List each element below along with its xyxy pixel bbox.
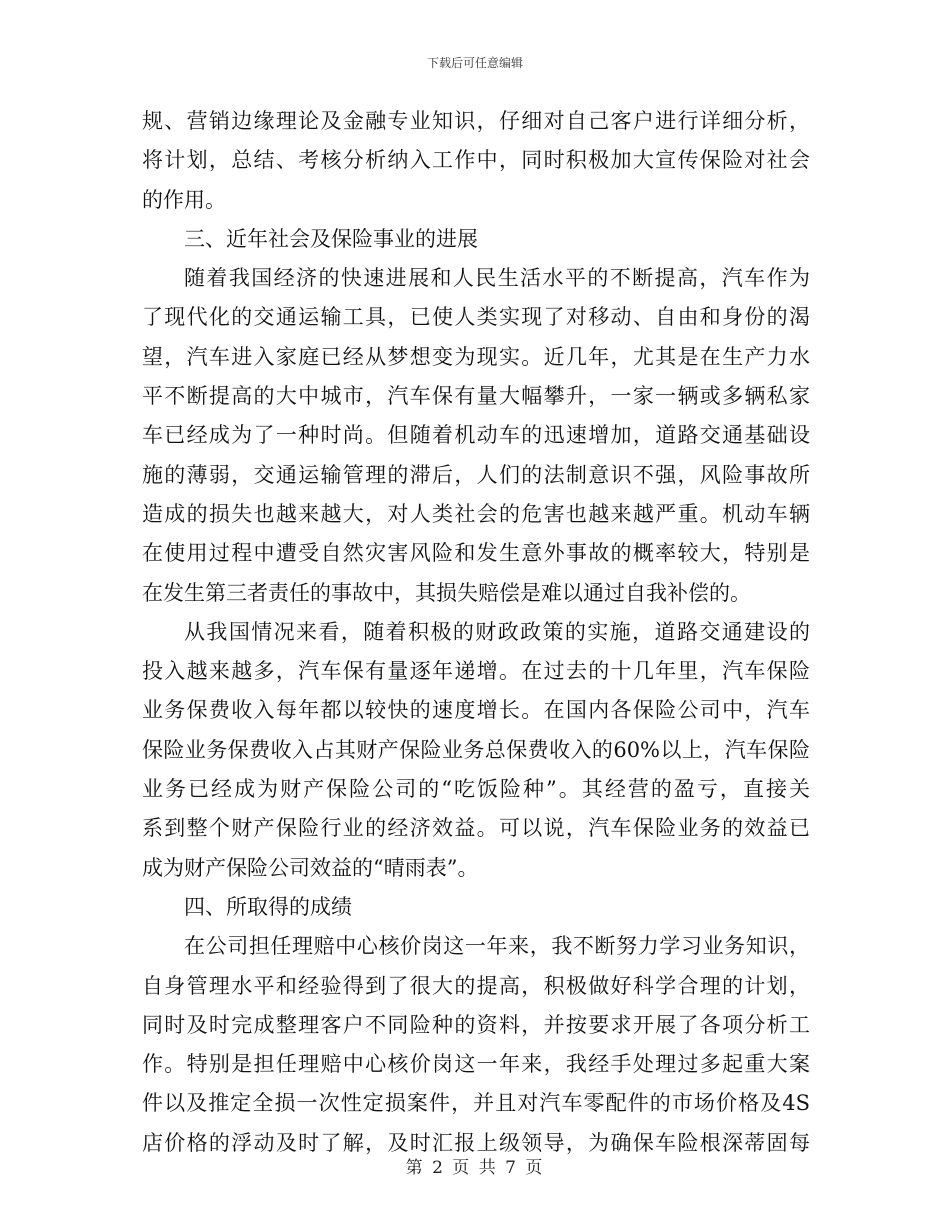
text-line: 规、营销边缘理论及金融专业知识，仔细对自己客户进行详细分析， [142, 109, 810, 133]
text-line: 业务保费收入每年都以较快的速度增长。在国内各保险公司中，汽车 [142, 698, 810, 723]
text-line: 同时及时完成整理客户不同险种的资料，并按要求开展了各项分析工 [142, 1012, 810, 1037]
text-line: 自身管理水平和经验得到了很大的提高，积极做好科学合理的计划， [142, 973, 810, 998]
text-line: 了现代化的交通运输工具，已使人类实现了对移动、自由和身份的渴 [142, 305, 810, 330]
section-heading: 三、近年社会及保险事业的进展 [184, 226, 478, 251]
page-footer: 第 2 页 共 7 页 [405, 1158, 545, 1178]
text-line: 的作用。 [142, 187, 226, 212]
text-line: 车已经成为了一种时尚。但随着机动车的迅速增加，道路交通基础设 [142, 423, 810, 448]
text-line: 业务已经成为财产保险公司的“吃饭险种”。其经营的盈亏，直接关 [142, 777, 810, 802]
section-heading: 四、所取得的成绩 [184, 894, 352, 919]
text-line: 保险业务保费收入占其财产保险业务总保费收入的60%以上，汽车保险 [142, 737, 810, 762]
text-line: 投入越来越多，汽车保有量逐年递增。在过去的十几年里，汽车保险 [142, 659, 810, 684]
text-line: 在公司担任理赔中心核价岗这一年来，我不断努力学习业务知识， [184, 934, 810, 959]
text-line: 望，汽车进入家庭已经从梦想变为现实。近几年，尤其是在生产力水 [142, 344, 810, 369]
text-line: 店价格的浮动及时了解，及时汇报上级领导，为确保车险根深蒂固每 [142, 1130, 810, 1155]
text-line: 平不断提高的大中城市，汽车保有量大幅攀升，一家一辆或多辆私家 [142, 384, 810, 409]
text-line: 随着我国经济的快速进展和人民生活水平的不断提高，汽车作为 [184, 266, 810, 291]
text-line: 系到整个财产保险行业的经济效益。可以说，汽车保险业务的效益已 [142, 816, 810, 841]
text-line: 从我国情况来看，随着积极的财政政策的实施，道路交通建设的 [184, 619, 810, 644]
text-line: 施的薄弱，交通运输管理的滞后，人们的法制意识不强，风险事故所 [142, 462, 810, 487]
text-line: 成为财产保险公司效益的“晴雨表”。 [142, 855, 479, 880]
text-line: 造成的损失也越来越大，对人类社会的危害也越来越严重。机动车辆 [142, 501, 810, 526]
text-line: 件以及推定全损一次性定损案件，并且对汽车零配件的市场价格及4S [142, 1091, 810, 1116]
text-line: 将计划，总结、考核分析纳入工作中，同时积极加大宣传保险对社会 [142, 148, 810, 173]
text-line: 在发生第三者责任的事故中，其损失赔偿是难以通过自我补偿的。 [142, 580, 751, 605]
text-line: 在使用过程中遭受自然灾害风险和发生意外事故的概率较大，特别是 [142, 541, 810, 566]
text-line: 作。特别是担任理赔中心核价岗这一年来，我经手处理过多起重大案 [142, 1052, 810, 1077]
page-header: 下载后可任意编辑 [426, 56, 523, 70]
document-body [142, 102, 810, 1163]
